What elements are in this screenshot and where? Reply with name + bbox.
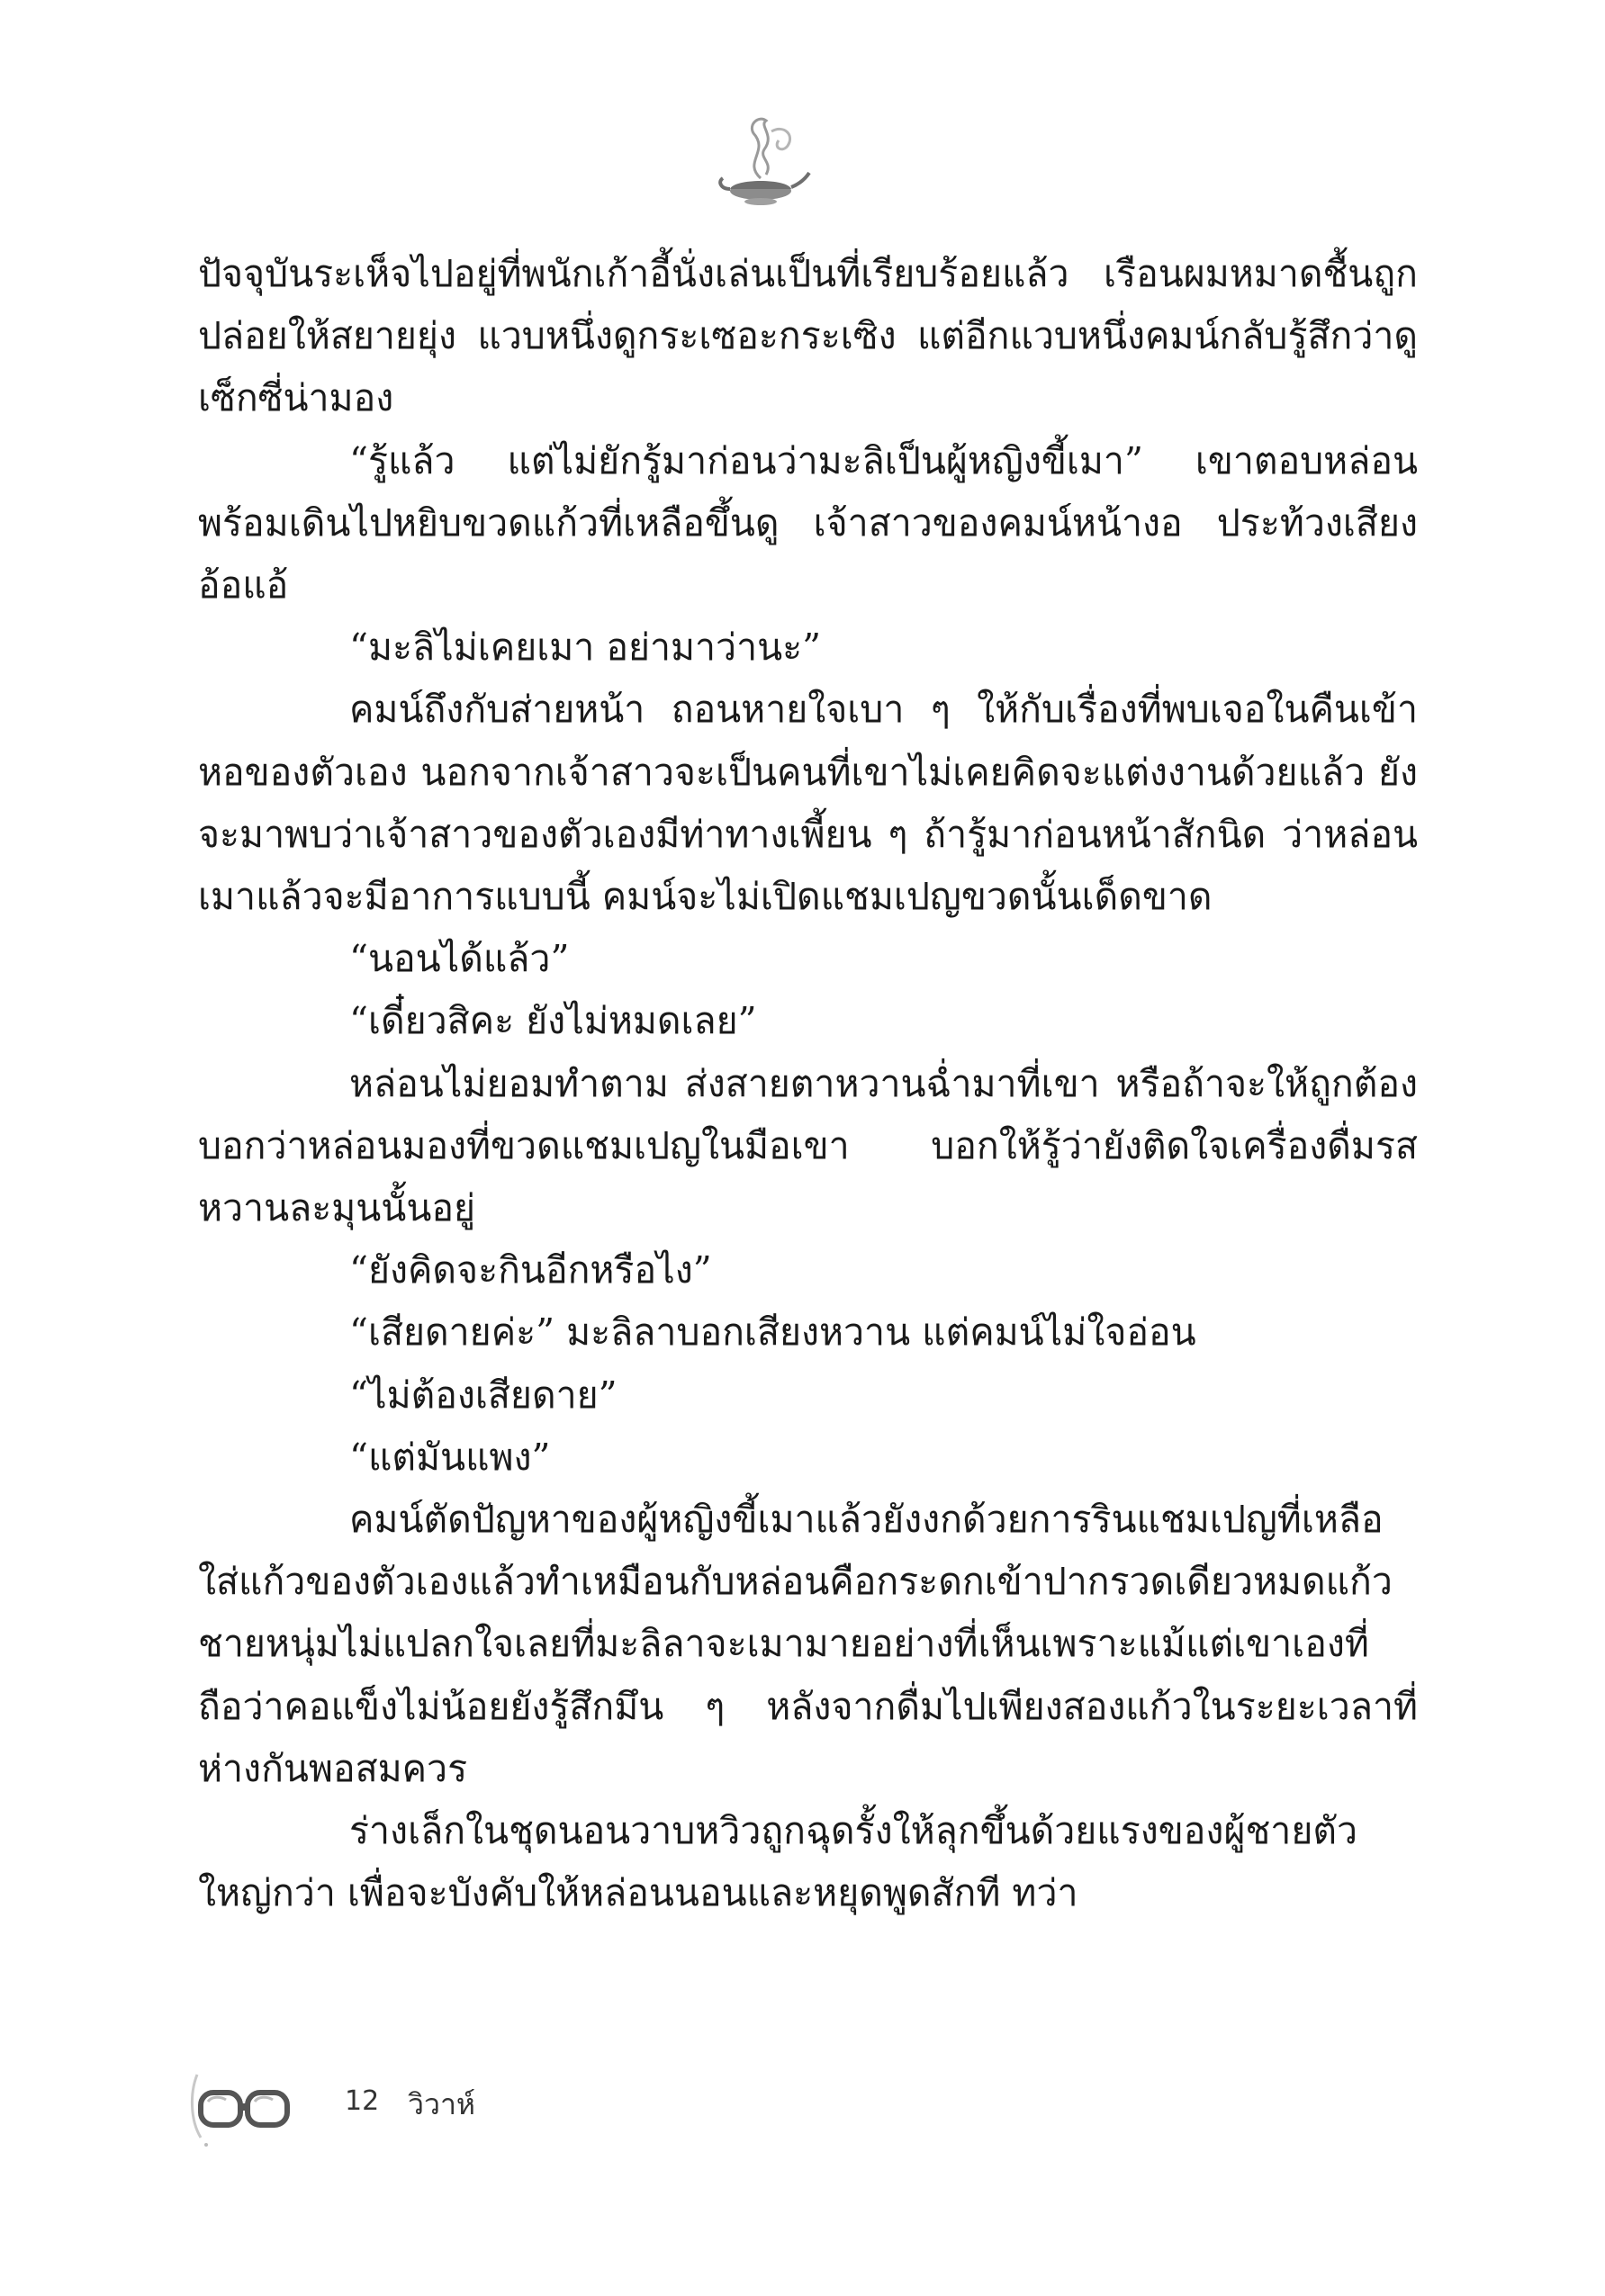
paragraph-8: “ยังคิดจะกินอีกหรือไง” [349,1248,712,1292]
paragraph-1: ปัจจุบันระเห็จไปอยู่ที่พนักเก้าอี้นั่งเล่นเป็นที่เรียบร้อยแล้ว เรือนผมหมาดชื้นถูกปล่อยให้สยายยุ่ง แวบหนึ่งดูกระเซอะกระเซิง แต่อีกแวบหนึ่งคมน์กลับรู้สึกว่าดูเซ็กซี่น่ามอง [198,252,1418,420]
paragraph-11: “แต่มันแพง” [349,1435,551,1479]
body-text [198,243,1418,1924]
paragraph-9: “เสียดายค่ะ” มะลิลาบอกเสียงหวาน แต่คมน์ไม่ใจอ่อน [349,1310,1196,1355]
paragraph-7: หล่อนไม่ยอมทำตาม ส่งสายตาหวานฉ่ำมาที่เขา หรือถ้าจะให้ถูกต้องบอกว่าหล่อนมองที่ขวดแชมเปญในมือเขา บอกให้รู้ว่ายังติดใจเครื่องดื่มรสหวานละมุนนั้นอยู่ [198,1061,1418,1230]
page-number: 12 [345,2085,380,2117]
book-title: วิวาห์ [408,2087,475,2121]
paragraph-6: “เดี๋ยวสิคะ ยังไม่หมดเลย” [349,999,757,1043]
paragraph-10: “ไม่ต้องเสียดาย” [349,1373,618,1417]
page-footer [185,2066,563,2174]
goggles-icon [185,2066,311,2156]
paragraph-3: “มะลิไม่เคยเมา อย่ามาว่านะ” [349,626,822,670]
paragraph-2: “รู้แล้ว แต่ไม่ยักรู้มาก่อนว่ามะลิเป็นผู้หญิงขี้เมา” เขาตอบหล่อนพร้อมเดินไปหยิบขวดแก้วที่เหลือขึ้นดู เจ้าสาวของคมน์หน้างอ ประท้วงเสียงอ้อแอ้ [198,438,1418,608]
genie-lamp-icon [707,108,815,216]
paragraph-12: คมน์ตัดปัญหาของผู้หญิงขี้เมาแล้วยังงกด้วยการรินแชมเปญที่เหลือใส่แก้วของตัวเองแล้วทำเหมือนกับหล่อนคือกระดกเข้าปากรวดเดียวหมดแก้ว ชายหนุ่มไม่แปลกใจเลยที่มะลิลาจะเมามายอย่างที่เห็นเพราะแม้แต่เขาเองที่ถือว่าคอแข็งไม่น้อยยังรู้สึกมึน ๆ หลังจากดื่มไปเพียงสองแก้วในระยะเวลาที่ห่างกันพอสมควร [198,1498,1418,1790]
paragraph-13: ร่างเล็กในชุดนอนวาบหวิวถูกฉุดรั้งให้ลุกขึ้นด้วยแรงของผู้ชายตัวใหญ่กว่า เพื่อจะบังคับให้หล่อนนอนและหยุดพูดสักที ทว่า [198,1809,1357,1915]
paragraph-5: “นอนได้แล้ว” [349,937,570,981]
paragraph-4: คมน์ถึงกับส่ายหน้า ถอนหายใจเบา ๆ ให้กับเรื่องที่พบเจอในคืนเข้าหอของตัวเอง นอกจากเจ้าสาวจะเป็นคนที่เขาไม่เคยคิดจะแต่งงานด้วยแล้ว ยังจะมาพบว่าเจ้าสาวของตัวเองมีท่าทางเพี้ยน ๆ ถ้ารู้มาก่อนหน้าสักนิด ว่าหล่อนเมาแล้วจะมีอาการแบบนี้ คมน์จะไม่เปิดแชมเปญขวดนั้นเด็ดขาด [198,688,1418,919]
